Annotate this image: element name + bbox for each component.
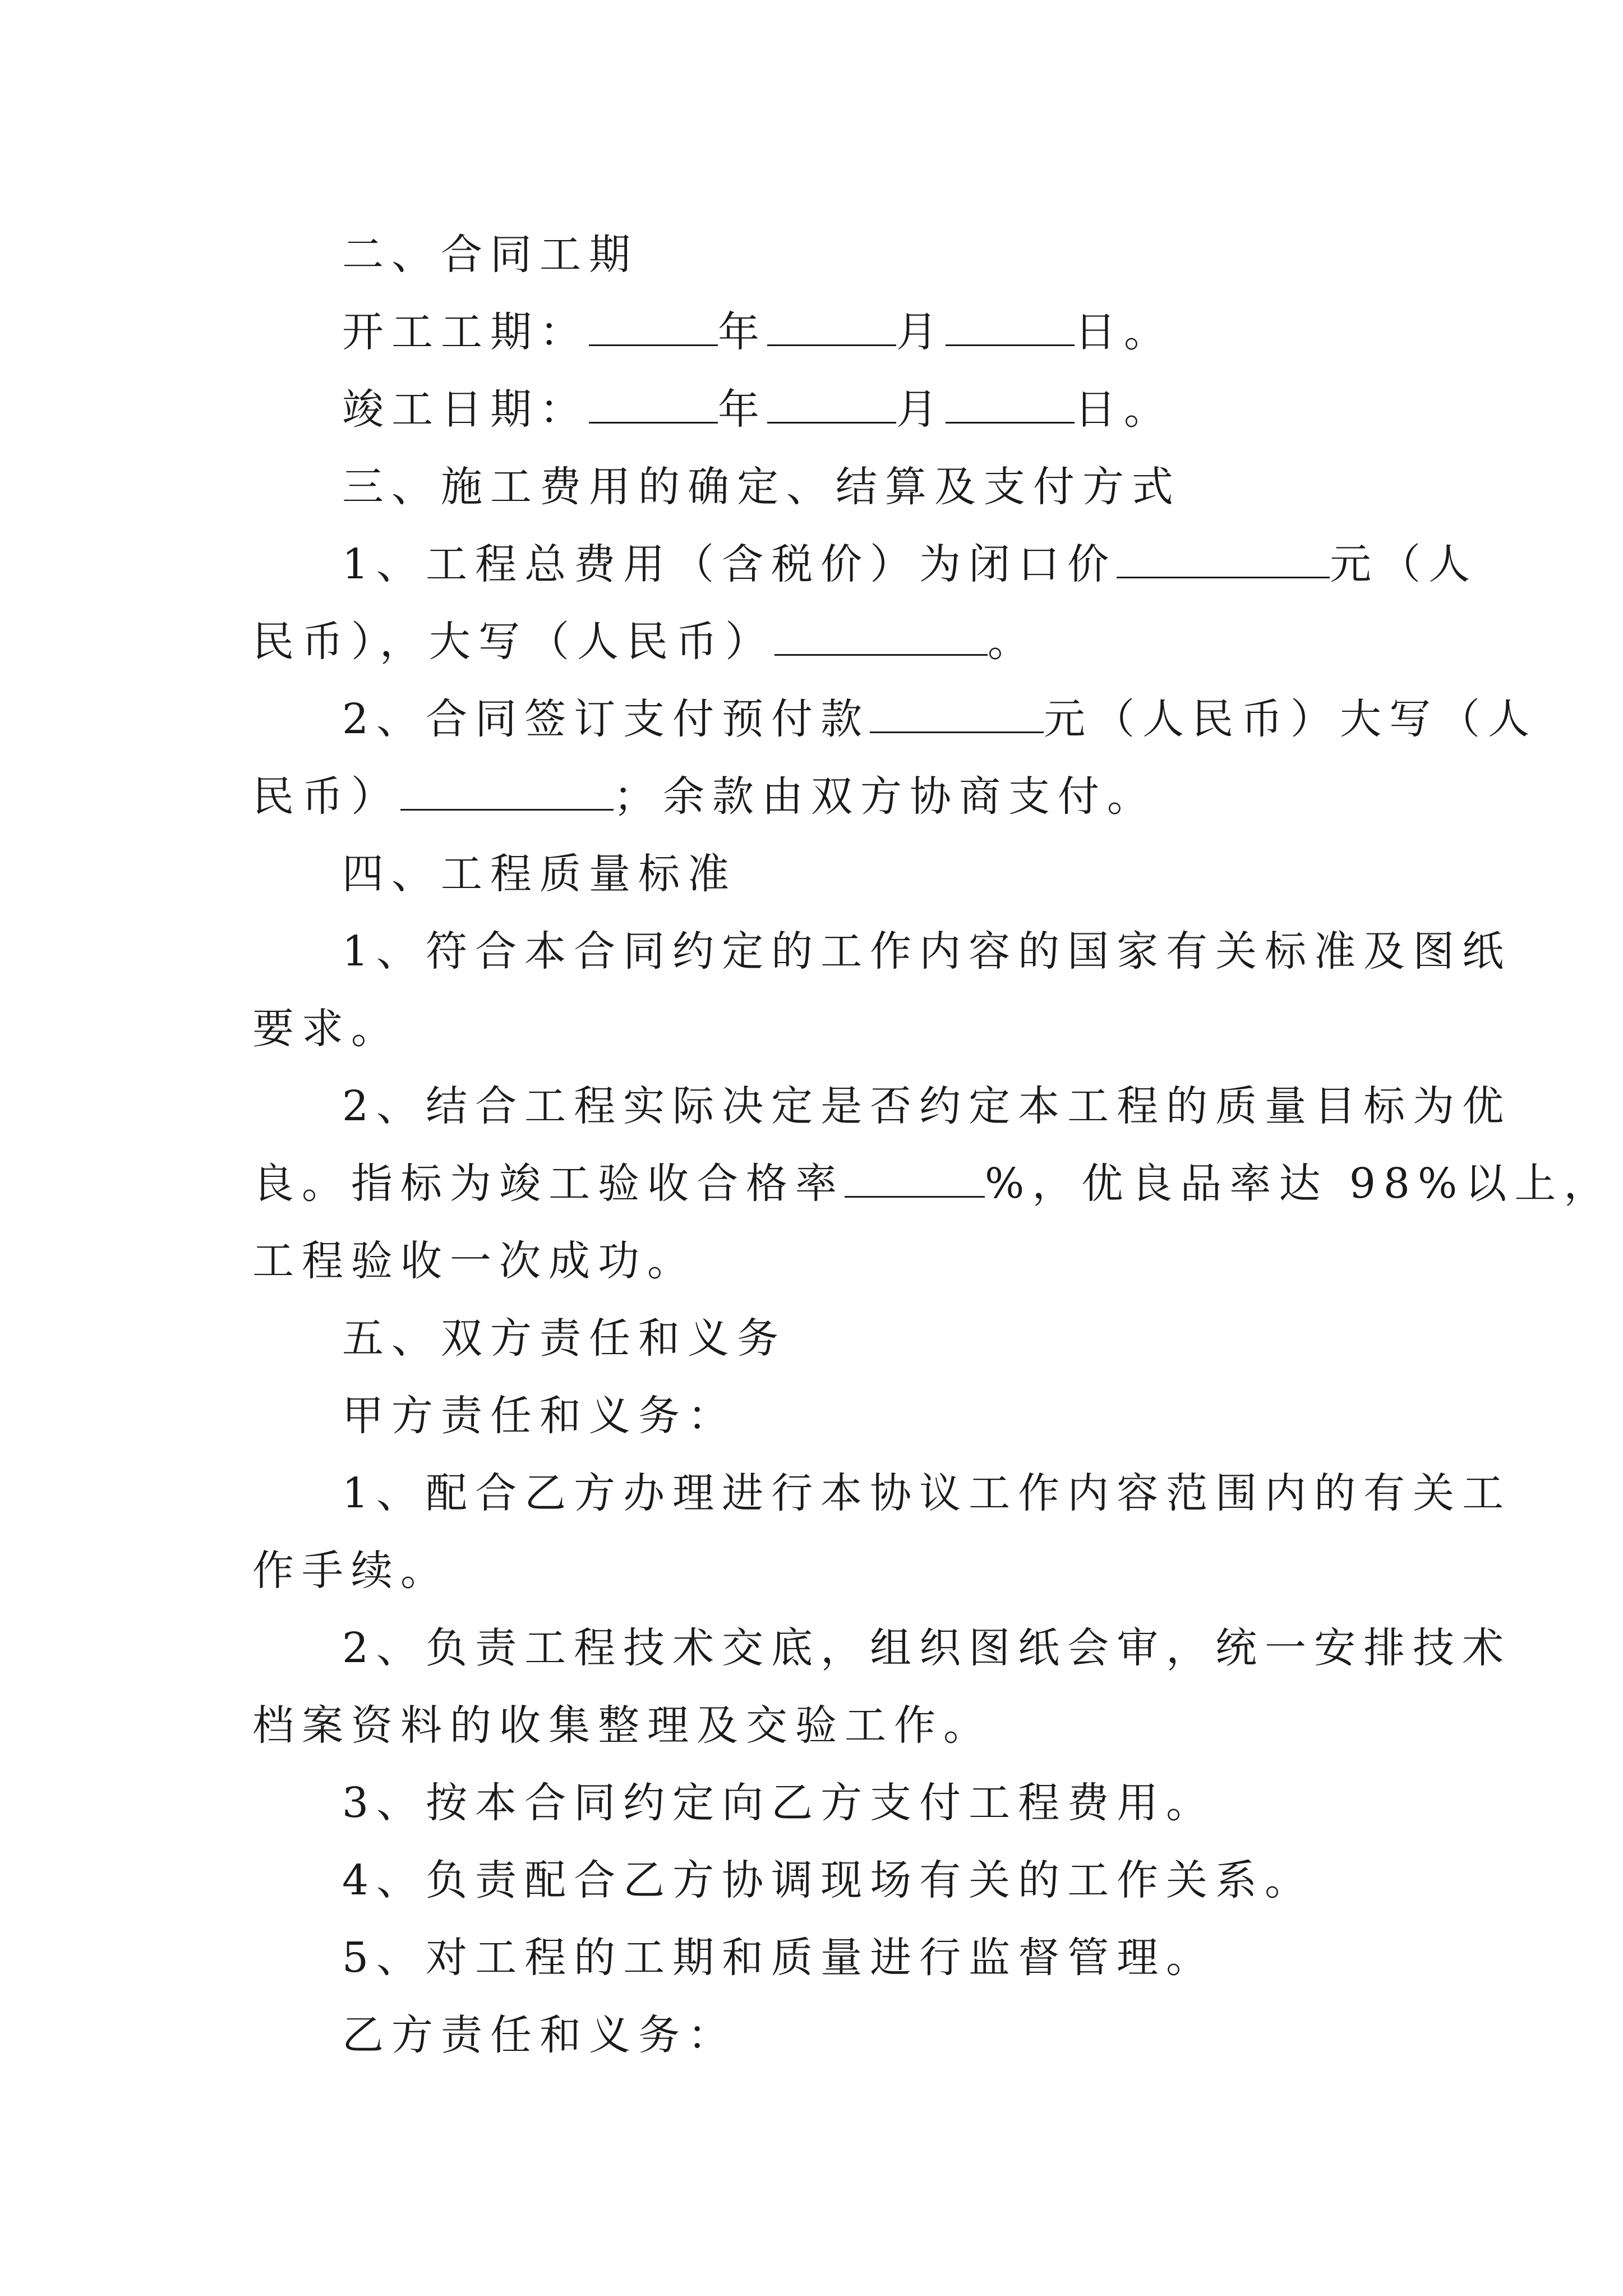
section-heading-duties: 五、双方责任和义务 <box>342 1314 786 1363</box>
fee-item-2-unit: 元（人民币）大写（人 <box>1044 695 1538 743</box>
quality-item-2-line-1: 2、结合工程实际决定是否约定本工程的质量目标为优 <box>342 1082 1512 1130</box>
party-a-item-2-line-1: 2、负责工程技术交底，组织图纸会审，统一安排技术 <box>342 1624 1512 1672</box>
fee-item-2-line-2 <box>252 758 1380 835</box>
total-fee-capital-blank <box>774 615 988 656</box>
advance-payment-blank <box>870 692 1044 733</box>
fee-item-2-line-1 <box>252 680 1538 758</box>
party-a-item-1-line-1: 1、配合乙方办理进行本协议工作内容范围内的有关工 <box>342 1469 1512 1517</box>
end-day-unit: 日。 <box>1075 385 1173 434</box>
start-year-blank <box>589 305 718 346</box>
party-a-item-5: 5、对工程的工期和质量进行监督管理。 <box>342 1934 1216 1982</box>
document-page <box>252 216 1613 2074</box>
fee-item-1-line-2 <box>252 603 1380 680</box>
fee-item-2-capital-label: 民币） <box>252 772 400 821</box>
party-a-heading: 甲方责任和义务： <box>342 1392 737 1440</box>
end-year-unit: 年 <box>718 385 767 434</box>
start-month-blank <box>767 305 896 346</box>
fee-item-1-unit: 元（人 <box>1330 540 1478 588</box>
quality-item-2-rate: %，优良品率达 98%以上， <box>985 1159 1613 1208</box>
quality-item-1-line-1: 1、符合本合同约定的工作内容的国家有关标准及图纸 <box>342 927 1512 976</box>
start-year-unit: 年 <box>718 308 767 356</box>
end-month-blank <box>767 383 896 424</box>
start-month-unit: 月 <box>896 308 946 356</box>
party-b-heading: 乙方责任和义务： <box>342 2011 737 2059</box>
start-date-label: 开工工期： <box>342 308 589 356</box>
party-a-item-1-line-2: 作手续。 <box>252 1547 450 1595</box>
start-date-line <box>252 293 1380 371</box>
start-day-unit: 日。 <box>1075 308 1173 356</box>
party-a-item-4: 4、负责配合乙方协调现场有关的工作关系。 <box>342 1856 1315 1904</box>
total-fee-blank <box>1117 537 1330 578</box>
fee-item-1-line-1 <box>252 526 1478 603</box>
pass-rate-blank <box>845 1157 985 1198</box>
start-day-blank <box>946 305 1075 346</box>
quality-item-1-line-2: 要求。 <box>252 1005 400 1053</box>
section-heading-fees: 三、施工费用的确定、结算及支付方式 <box>342 463 1181 511</box>
section-heading-term: 二、合同工期 <box>342 231 638 279</box>
end-date-label: 竣工日期： <box>342 385 589 434</box>
party-a-item-2-line-2: 档案资料的收集整理及交验工作。 <box>252 1701 993 1750</box>
fee-item-2-text: 2、合同签订支付预付款 <box>342 695 870 743</box>
advance-payment-capital-blank <box>400 770 614 811</box>
fee-item-1-end: 。 <box>988 618 1037 666</box>
end-date-line <box>252 371 1380 448</box>
section-heading-quality: 四、工程质量标准 <box>342 850 737 898</box>
party-a-item-3: 3、按本合同约定向乙方支付工程费用。 <box>342 1779 1216 1827</box>
quality-item-2-line-2 <box>252 1145 1613 1222</box>
end-day-blank <box>946 383 1075 424</box>
quality-item-2-line-3: 工程验收一次成功。 <box>252 1237 697 1285</box>
fee-item-1-capital-label: 民币），大写（人民币） <box>252 618 774 666</box>
fee-item-2-end: ；余款由双方协商支付。 <box>614 772 1156 821</box>
end-year-blank <box>589 383 718 424</box>
end-month-unit: 月 <box>896 385 946 434</box>
quality-item-2-text: 良。指标为竣工验收合格率 <box>252 1159 845 1208</box>
fee-item-1-text: 1、工程总费用（含税价）为闭口价 <box>342 540 1117 588</box>
